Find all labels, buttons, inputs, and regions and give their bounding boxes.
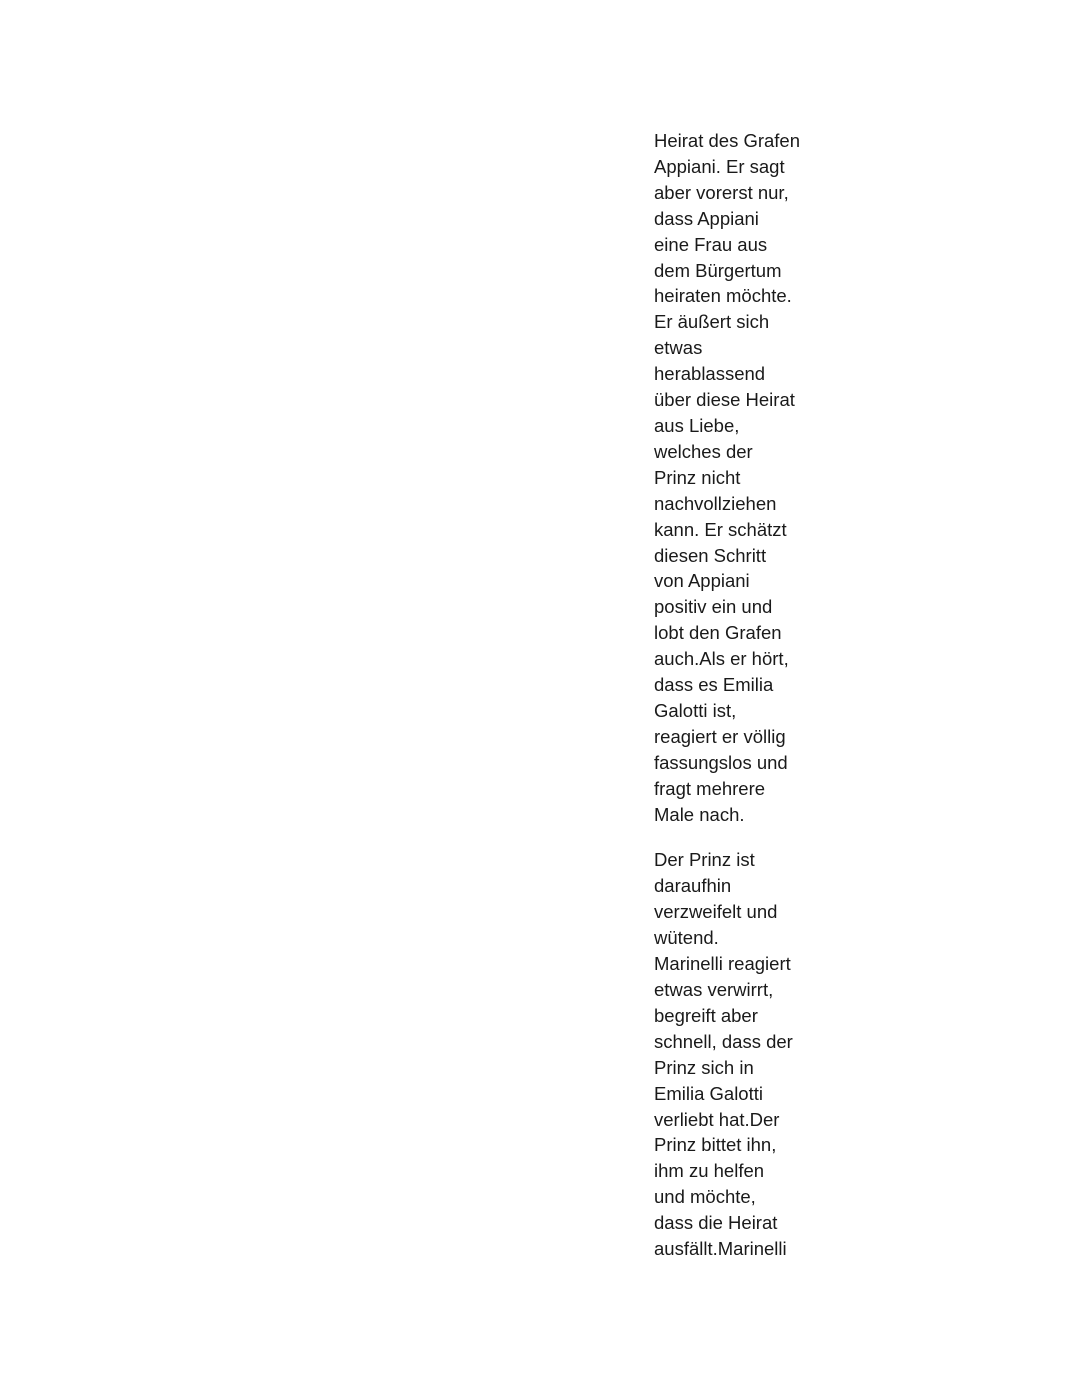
text-line: fragt mehrere: [654, 777, 766, 799]
text-line: positiv ein und: [654, 596, 773, 618]
text-column: [654, 128, 854, 1262]
text-line: Heirat des Grafen: [654, 130, 801, 151]
text-line: kann. Er schätzt: [654, 518, 787, 540]
text-line: aus Liebe,: [654, 414, 740, 436]
text-line: Prinz bittet ihn,: [654, 1134, 777, 1156]
text-line: und möchte,: [654, 1186, 756, 1208]
text-line: Male nach.: [654, 803, 745, 825]
text-line: über diese Heirat: [654, 389, 795, 411]
paragraph-1: [654, 128, 854, 827]
text-line: auch.Als er hört,: [654, 648, 789, 670]
text-line: dass es Emilia: [654, 674, 774, 696]
text-line: Prinz sich in: [654, 1056, 754, 1078]
text-line: verliebt hat.Der: [654, 1108, 780, 1130]
text-line: etwas: [654, 337, 703, 359]
text-line: Emilia Galotti: [654, 1082, 763, 1104]
text-line: aber vorerst nur,: [654, 181, 789, 203]
text-line: lobt den Grafen: [654, 622, 782, 644]
text-line: schnell, dass der: [654, 1030, 793, 1052]
text-line: verzweifelt und: [654, 901, 778, 923]
text-line: heiraten möchte.: [654, 285, 792, 307]
text-line: ihm zu helfen: [654, 1160, 765, 1182]
text-line: diesen Schritt: [654, 544, 767, 566]
text-line: eine Frau aus: [654, 233, 768, 255]
text-line: ausfällt.Marinelli: [654, 1238, 787, 1260]
text-line: dem Bürgertum: [654, 259, 782, 281]
paragraph-2: [654, 847, 854, 1262]
text-line: Der Prinz ist: [654, 849, 755, 871]
text-line: Galotti ist,: [654, 699, 737, 721]
text-line: Er äußert sich: [654, 311, 770, 333]
text-line: welches der: [654, 440, 753, 462]
text-line: reagiert er völlig: [654, 725, 786, 747]
text-line: etwas verwirrt,: [654, 979, 774, 1000]
text-line: daraufhin: [654, 875, 732, 897]
text-line: herablassend: [654, 363, 766, 385]
text-line: Marinelli reagiert: [654, 953, 791, 975]
text-line: Appiani. Er sagt: [654, 155, 785, 177]
text-line: nachvollziehen: [654, 492, 777, 514]
text-line: dass die Heirat: [654, 1212, 778, 1234]
text-line: Prinz nicht: [654, 466, 741, 488]
text-line: fassungslos und: [654, 751, 788, 773]
text-line: wütend.: [654, 927, 719, 949]
text-line: dass Appiani: [654, 207, 759, 229]
text-line: begreift aber: [654, 1004, 758, 1026]
text-line: von Appiani: [654, 570, 750, 592]
